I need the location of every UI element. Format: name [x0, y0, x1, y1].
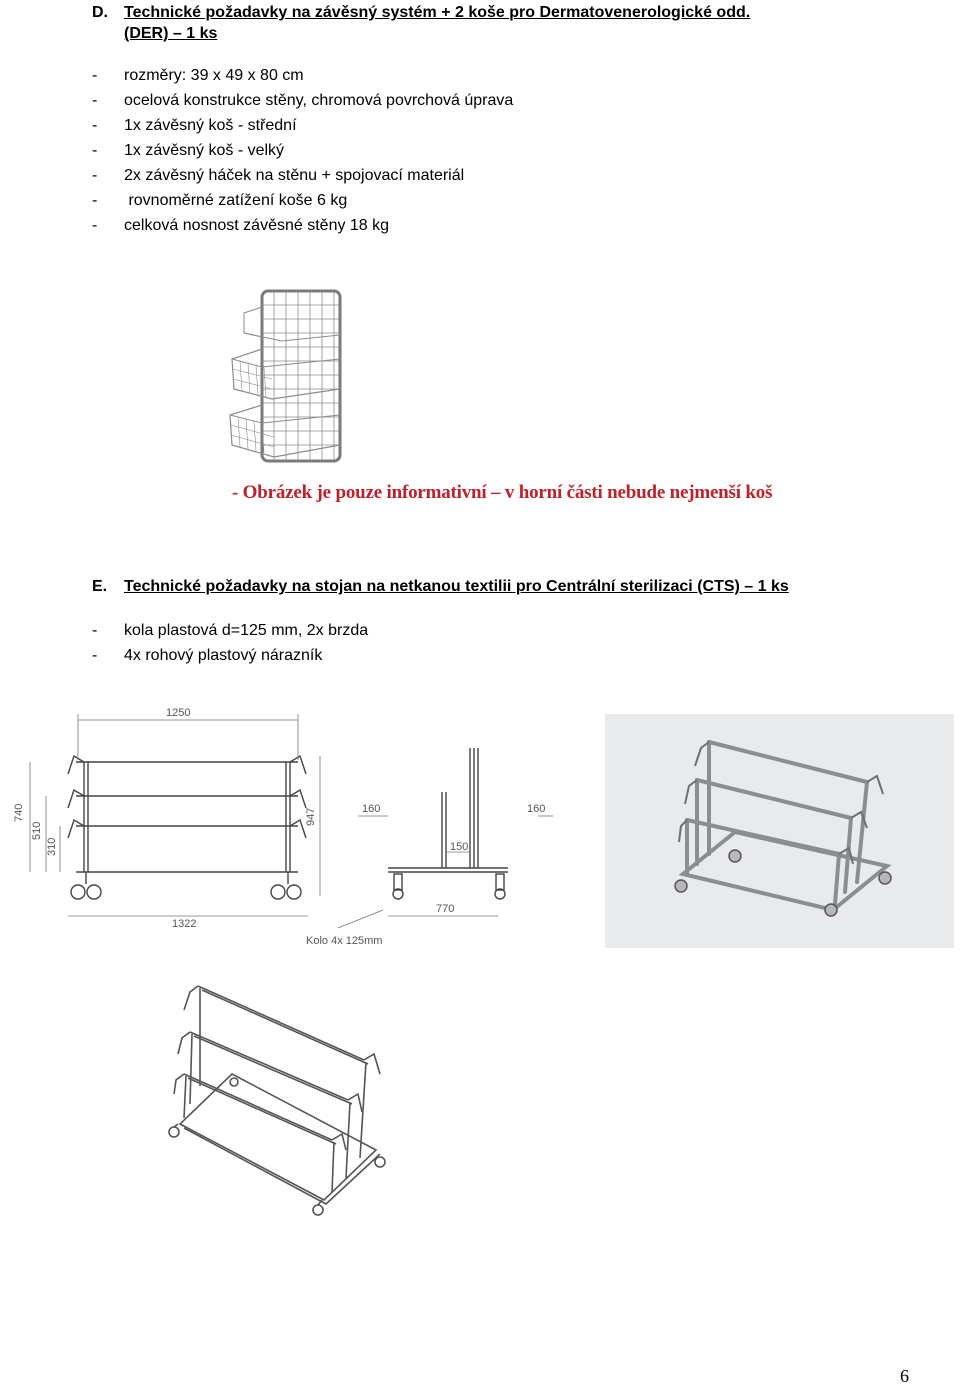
list-item: - ocelová konstrukce stěny, chromová povrchová úprava [92, 92, 514, 109]
list-item: - rozměry: 39 x 49 x 80 cm [92, 67, 304, 84]
list-item: - 4x rohový plastový nárazník [92, 647, 323, 664]
list-item: - kola plastová d=125 mm, 2x brzda [92, 622, 369, 639]
dim-1250: 1250 [166, 707, 191, 719]
list-item: - celková nosnost závěsné stěny 18 kg [92, 217, 390, 234]
dim-160b: 160 [527, 803, 546, 815]
dim-310: 310 [46, 837, 58, 856]
stand-isometric-drawing [150, 982, 400, 1222]
section-e-title [124, 576, 789, 597]
list-item: - rovnoměrné zatížení koše 6 kg [92, 192, 348, 209]
dim-770: 770 [436, 903, 455, 915]
section-d-list [0, 63, 960, 238]
technical-drawing [8, 700, 553, 955]
section-e-letter: E. [92, 578, 108, 595]
list-item: - 1x závěsný koš - střední [92, 117, 297, 134]
wall-basket-image [222, 285, 362, 485]
section-d-title [124, 2, 914, 44]
dim-1322: 1322 [172, 918, 197, 930]
dim-160a: 160 [362, 803, 381, 815]
section-e-title-text: Technické požadavky na stojan na netkanou textilii pro Centrální sterilizaci (CTS) – 1 ks [124, 578, 789, 595]
stand-render-image [605, 714, 954, 948]
image-caption: - Obrázek je pouze informativní – v horní části nebude nejmenší koš [232, 482, 773, 503]
section-d-letter: D. [92, 4, 108, 21]
section-d-title-line2: (DER) – 1 ks [124, 25, 218, 42]
dim-740: 740 [13, 803, 25, 822]
dim-510: 510 [31, 821, 43, 840]
section-e-list [0, 618, 960, 668]
list-item: - 1x závěsný koš - velký [92, 142, 285, 159]
wheel-note: Kolo 4x 125mm [306, 935, 383, 947]
dim-947: 947 [305, 807, 317, 826]
page-number: 6 [900, 1366, 909, 1386]
section-d-title-line1: Technické požadavky na závěsný systém + 2 koše pro Dermatovenerologické odd. [124, 4, 751, 21]
list-item: - 2x závěsný háček na stěnu + spojovací materiál [92, 167, 465, 184]
dim-150: 150 [450, 841, 469, 853]
